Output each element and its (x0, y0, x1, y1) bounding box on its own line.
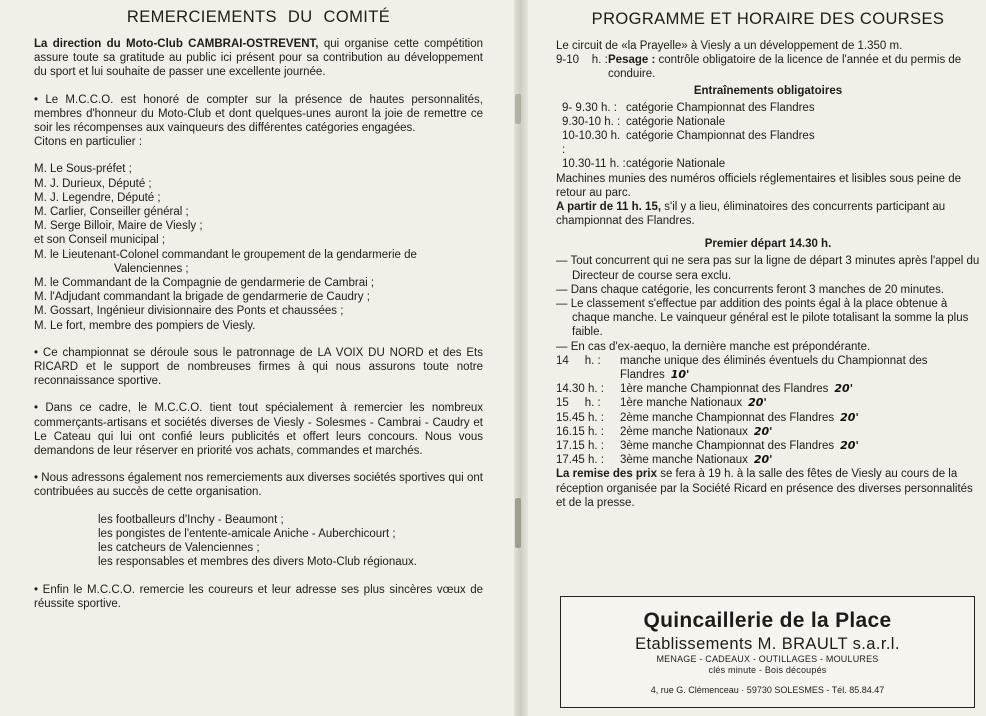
training-heading: Entraînements obligatoires (693, 84, 843, 97)
handwritten-note: 20' (753, 424, 773, 438)
prize-note: La remise des prix se fera à 19 h. à la salle des fêtes de Viesly au cours de la réception organisée par la Société Ricard en présence des diverses personnalités et de la presse. (556, 468, 973, 509)
circuit-info: Le circuit de «la Prayelle» à Viesly a un développement de 1.350 m. (556, 40, 903, 52)
list-item: 9- 9.30 h. : catégorie Championnat des Flandres (562, 101, 815, 114)
training-list (556, 101, 980, 172)
list-item: les catcheurs de Valenciennes ; (98, 542, 260, 555)
list-item: 10.30-11 h. : catégorie Nationale (562, 158, 726, 171)
list-item: 16.15 h. : 2ème manche Nationaux 20' (556, 424, 773, 438)
list-item: 14.30 h. : 1ère manche Championnat des Flandres 20' (556, 382, 854, 396)
list-item: — Dans chaque catégorie, les concurrents feront 3 manches de 20 minutes. (556, 283, 945, 296)
list-item: — Le classement s'effectue par addition des points égal à la place obtenue à chaque manche. Le vainqueur général est le pilote totalisant la somme la plus faible. (556, 298, 969, 339)
race-schedule (556, 354, 980, 468)
list-item: 10-10.30 h. : catégorie Championnat des Flandres (562, 130, 815, 157)
ad-title: Quincaillerie de la Place (643, 609, 892, 632)
list-item: M. Gossart, Ingénieur divisionnaire des Ponts et chaussées ; (34, 305, 344, 318)
honor-paragraph: • Le M.C.C.O. est honoré de compter sur la présence de hautes personnalités, membres d'honneur du Moto-Club et dont quelques-unes auront la joie de remettre ce soir les récompenses aux vainqueurs des différentes catégories engagées. (34, 93, 483, 135)
honor-paragraph-end: Citons en particulier : (34, 136, 143, 149)
thanks-title: REMERCIEMENTS DU COMITÉ (126, 8, 391, 26)
societies-paragraph: • Nous adressons également nos remerciements aux diverses sociétés sportives qui ont contribuées au succès de cette organisation. (34, 472, 483, 499)
list-item: M. Carlier, Conseiller général ; (34, 206, 189, 219)
list-item: les footballeurs d'Inchy - Beaumont ; (98, 513, 284, 526)
list-item: 17.45 h. : 3ème manche Nationaux 20' (556, 453, 773, 467)
list-item: M. Serge Billoir, Maire de Viesly ; (34, 220, 203, 233)
list-item: M. Le Sous-préfet ; (34, 163, 132, 176)
merchants-paragraph: • Dans ce cadre, le M.C.C.O. tient tout spécialement à remercier les nombreux commerçants-artisans et sociétés diverses de Viesly - Solesmes - Cambrai - Caudry et Le Cateau qui lui ont confié leurs publicités et offert leurs concours. Nous vous demandons de leur réserver en priorité vos achats, commandes et marchés. (34, 402, 483, 458)
start-heading: Premier départ 14.30 h. (704, 238, 832, 251)
list-item: M. J. Legendre, Député ; (34, 191, 161, 204)
list-item: M. le Lieutenant-Colonel commandant le groupement de la gendarmerie de Valenciennes ; (34, 248, 417, 275)
closing-paragraph: • Enfin le M.C.C.O. remercie les coureurs et leur adresse ses plus sincères vœux de réussite sportive. (34, 583, 483, 610)
sponsor-paragraph: • Ce championnat se déroule sous le patronnage de LA VOIX DU NORD et des Ets RICARD et le support de nombreuses firmes à qui nous assurons toute notre reconnaissance sportive. (34, 346, 483, 388)
list-item: 15 h. : 1ère manche Nationaux 20' (556, 396, 767, 410)
rules-list (556, 254, 980, 353)
ad-products: MENAGE - CADEAUX - OUTILLAGES - MOULURES (656, 654, 879, 664)
list-item: les pongistes de l'entente-amicale Aniche - Auberchicourt ; (98, 527, 396, 540)
societies-list (34, 513, 483, 570)
dignitaries-list (34, 162, 483, 332)
handwritten-note: 20' (840, 439, 859, 453)
intro-paragraph: La direction du Moto-Club CAMBRAI-OSTREVENT, qui organise cette compétition assure toute sa gratitude au public ici présent pour sa contribution au développement du sport et lui souhaite de passer une excellente journée. (34, 38, 483, 79)
handwritten-note: 20' (840, 410, 859, 424)
list-item: 9.30-10 h. : catégorie Nationale (562, 115, 726, 128)
list-item: 17.15 h. : 3ème manche Championnat des Flandres 20' (556, 439, 859, 453)
programme-title: PROGRAMME ET HORAIRE DES COURSES (591, 10, 945, 28)
list-item: les responsables et membres des divers Moto-Club régionaux. (98, 556, 417, 569)
list-item: M. le Commandant de la Compagnie de gendarmerie de Cambrai ; (34, 277, 375, 290)
ad-subtitle: Etablissements M. BRAULT s.a.r.l. (635, 635, 900, 653)
list-item: et son Conseil municipal ; (34, 234, 166, 247)
eliminatory-note: A partir de 11 h. 15, s'il y a lieu, éliminatoires des concurrents participant au championnat des Flandres. (556, 201, 946, 228)
advertisement-box (560, 596, 975, 708)
list-item: M. l'Adjudant commandant la brigade de gendarmerie de Caudry ; (34, 291, 370, 304)
staple (515, 498, 521, 548)
handwritten-note: 20' (753, 453, 773, 467)
list-item: 14 h. : manche unique des éliminés éventuels du Championnat des Flandres 10' (556, 354, 928, 382)
list-item: M. J. Durieux, Député ; (34, 177, 152, 190)
staple (515, 94, 521, 124)
handwritten-note: 10' (670, 368, 690, 382)
pesage-row: 9-10 h. : Pesage : contrôle obligatoire de la licence de l'année et du permis de conduire. (556, 54, 962, 81)
list-item: — En cas d'ex-aequo, la dernière manche est prépondérante. (556, 340, 871, 353)
list-item: M. Le fort, membre des pompiers de Viesly. (34, 319, 256, 332)
list-item: 15.45 h. : 2ème manche Championnat des Flandres 20' (556, 410, 859, 424)
machines-note: Machines munies des numéros officiels réglementaires et lisibles sous peine de retour au parc. (556, 172, 962, 199)
handwritten-note: 20' (834, 382, 854, 396)
handwritten-note: 20' (748, 396, 767, 410)
ad-address: 4, rue G. Clémenceau · 59730 SOLESMES - Tél. 85.84.47 (650, 685, 885, 695)
ad-services: clés minute - Bois découpés (708, 665, 827, 675)
list-item: — Tout concurrent qui ne sera pas sur la ligne de départ 3 minutes après l'appel du Directeur de course sera exclu. (556, 255, 980, 282)
